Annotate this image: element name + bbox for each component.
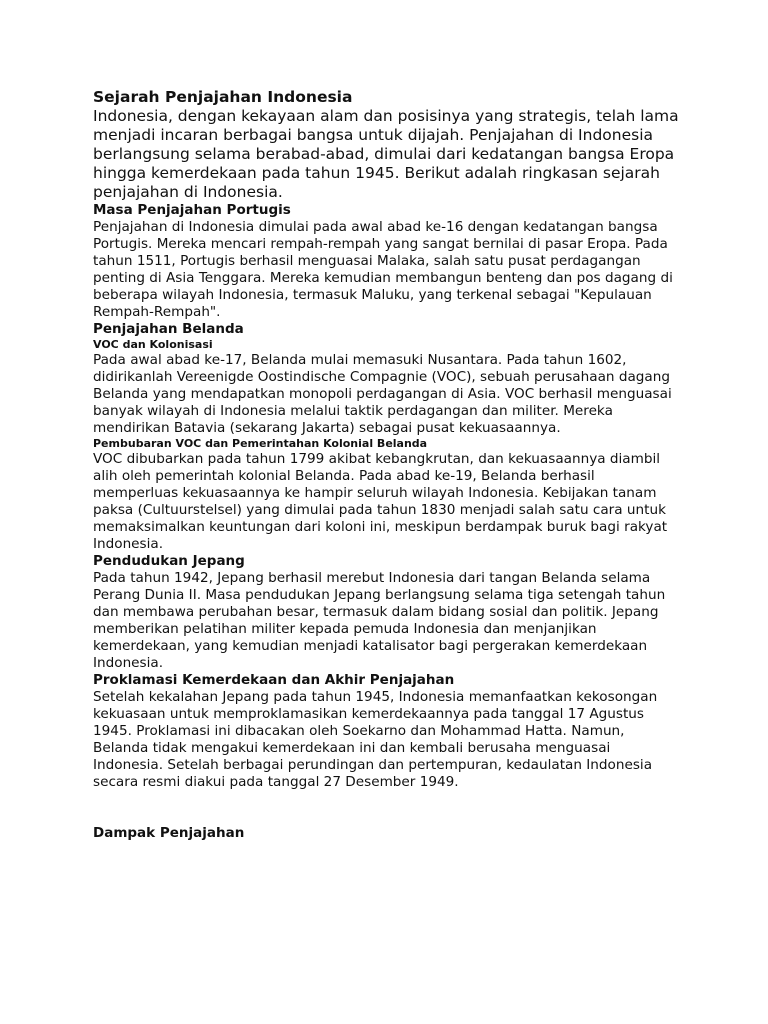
subheading-pembubaran-voc: Pembubaran VOC dan Pemerintahan Kolonial Belanda (93, 437, 428, 450)
heading-proklamasi: Proklamasi Kemerdekaan dan Akhir Penjajahan (93, 672, 455, 688)
document-page (93, 88, 683, 842)
paragraph-portugis: Penjajahan di Indonesia dimulai pada awal abad ke-16 dengan kedatangan bangsa Portugis. Mereka mencari rempah-rempah yang sangat bernilai di pasar Eropa. Pada tahun 1511, Portugis berhasil menguasai Malaka, salah satu pusat perdagangan penting di Asia Tenggara. Mereka kemudian membangun benteng dan pos dagang di beberapa wilayah Indonesia, termasuk Maluku, yang terkenal sebagai "Kepulauan Rempah-Rempah". (93, 219, 673, 320)
paragraph-jepang: Pada tahun 1942, Jepang berhasil merebut Indonesia dari tangan Belanda selama Perang Dunia II. Masa pendudukan Jepang berlangsung selama tiga setengah tahun dan membawa perubahan besar, termasuk dalam bidang sosial dan politik. Jepang memberikan pelatihan militer kepada pemuda Indonesia dan menjanjikan kemerdekaan, yang kemudian menjadi katalisator bagi pergerakan kemerdekaan Indonesia. (93, 570, 666, 671)
document-title: Sejarah Penjajahan Indonesia (93, 88, 353, 106)
intro-paragraph: Indonesia, dengan kekayaan alam dan posisinya yang strategis, telah lama menjadi incaran berbagai bangsa untuk dijajah. Penjajahan di Indonesia berlangsung selama berabad-abad, dimulai dari kedatangan bangsa Eropa hingga kemerdekaan pada tahun 1945. Berikut adalah ringkasan sejarah penjajahan di Indonesia. (93, 107, 679, 201)
subheading-voc: VOC dan Kolonisasi (93, 338, 213, 351)
paragraph-pembubaran-voc: VOC dibubarkan pada tahun 1799 akibat kebangkrutan, dan kekuasaannya diambil alih oleh pemerintah kolonial Belanda. Pada abad ke-19, Belanda berhasil memperluas kekuasaannya ke hampir seluruh wilayah Indonesia. Kebijakan tanam paksa (Cultuurstelsel) yang dimulai pada tahun 1830 menjadi salah satu cara untuk memaksimalkan keuntungan dari koloni ini, meskipun berdampak buruk bagi rakyat Indonesia. (93, 451, 668, 552)
heading-belanda: Penjajahan Belanda (93, 321, 244, 337)
heading-jepang: Pendudukan Jepang (93, 553, 245, 569)
paragraph-voc: Pada awal abad ke-17, Belanda mulai memasuki Nusantara. Pada tahun 1602, didirikanlah Vereenigde Oostindische Compagnie (VOC), sebuah perusahaan dagang Belanda yang mendapatkan monopoli perdagangan di Asia. VOC berhasil menguasai banyak wilayah di Indonesia melalui taktik perdagangan dan militer. Mereka mendirikan Batavia (sekarang Jakarta) sebagai pusat kekuasaannya. (93, 352, 672, 436)
section-spacer (93, 791, 683, 825)
paragraph-proklamasi: Setelah kekalahan Jepang pada tahun 1945, Indonesia memanfaatkan kekosongan kekuasaan untuk memproklamasikan kemerdekaannya pada tanggal 17 Agustus 1945. Proklamasi ini dibacakan oleh Soekarno dan Mohammad Hatta. Namun, Belanda tidak mengakui kemerdekaan ini dan kembali berusaha menguasai Indonesia. Setelah berbagai perundingan dan pertempuran, kedaulatan Indonesia secara resmi diakui pada tanggal 27 Desember 1949. (93, 689, 658, 790)
heading-portugis: Masa Penjajahan Portugis (93, 202, 291, 218)
heading-dampak: Dampak Penjajahan (93, 825, 245, 841)
